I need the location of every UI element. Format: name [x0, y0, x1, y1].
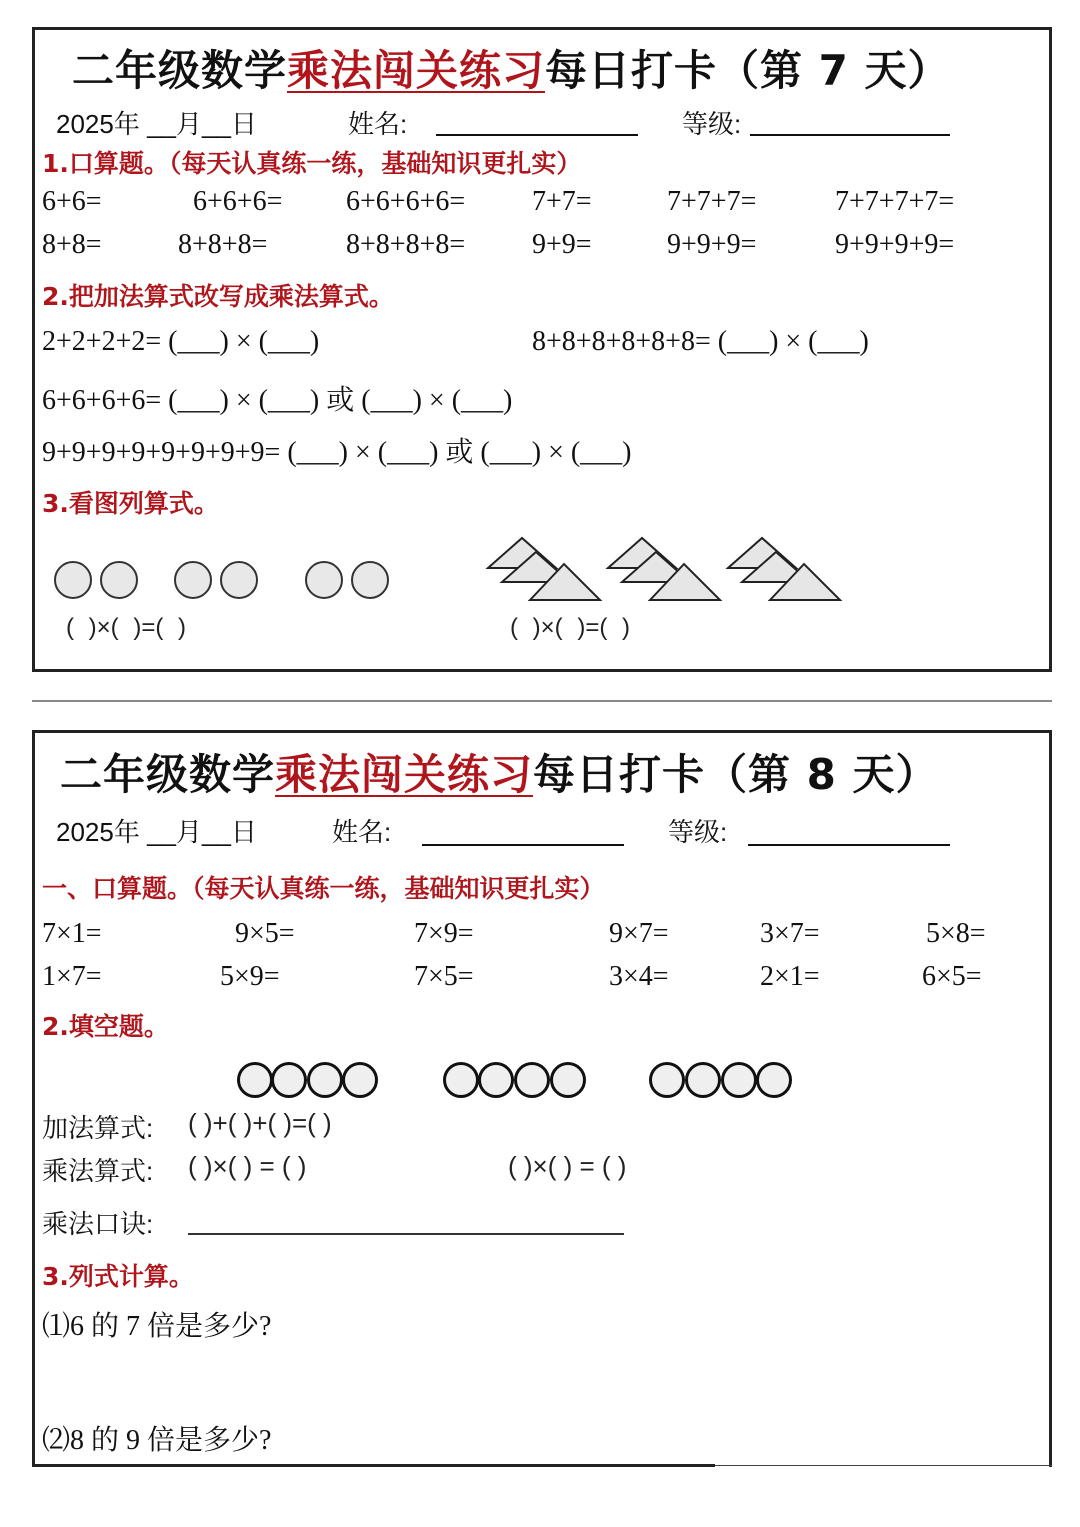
circle-shape [550, 1062, 586, 1098]
problem: 5×9= [220, 961, 280, 992]
rewrite-problem: 9+9+9+9+9+9+9+9= (___) × (___) 或 (___) × (___) [42, 437, 632, 468]
problem: 9×5= [235, 918, 295, 949]
problem: 9+9= [532, 229, 592, 260]
grade-label-day8: 等级: [668, 817, 728, 847]
multiplication-label: 乘法算式: [42, 1156, 154, 1186]
problem: 6+6+6+6= [346, 186, 466, 217]
problem: 7×1= [42, 918, 102, 949]
problem: 7+7+7= [667, 186, 757, 217]
rewrite-problem: 8+8+8+8+8+8= (___) × (___) [532, 326, 869, 357]
word-problem-2: ⑵8 的 9 倍是多少? [42, 1425, 272, 1456]
rhyme-input[interactable] [188, 1233, 624, 1235]
title-suffix: 每日打卡（第 8 天） [533, 750, 939, 799]
rewrite-problem: 6+6+6+6= (___) × (___) 或 (___) × (___) [42, 385, 513, 416]
problem: 7×9= [414, 918, 474, 949]
problem: 7+7+7+7= [835, 186, 955, 217]
word-problem-1: ⑴6 的 7 倍是多少? [42, 1311, 272, 1342]
triangle-groups [480, 530, 850, 610]
name-input-day7[interactable] [436, 108, 638, 136]
problem: 7×5= [414, 961, 474, 992]
section-heading-compute: 3.列式计算。 [42, 1262, 194, 1291]
section-heading-fill: 2.填空题。 [42, 1012, 169, 1041]
section-heading-picture: 3.看图列算式。 [42, 489, 219, 518]
problem: 3×7= [760, 918, 820, 949]
worksheet-title-day8 [60, 742, 939, 802]
card-border-bottom [715, 1465, 1052, 1466]
multiplication-equation-2: ( )×( ) = ( ) [508, 1151, 627, 1181]
circle-shape [237, 1062, 273, 1098]
problem: 9+9+9+9= [835, 229, 955, 260]
triangles-equation: ( )×( )=( ) [510, 614, 630, 641]
title-suffix: 每日打卡（第 7 天） [545, 46, 951, 95]
name-label-day7: 姓名: [348, 109, 408, 139]
problem: 7+7= [532, 186, 592, 217]
circle-shape [478, 1062, 514, 1098]
problem: 3×4= [609, 961, 669, 992]
name-input-day8[interactable] [422, 818, 624, 846]
section-heading-oral: 1.口算题。（每天认真练一练，基础知识更扎实） [42, 149, 582, 178]
title-highlight: 乘法闯关练习 [275, 750, 534, 799]
grade-input-day7[interactable] [750, 108, 950, 136]
problem: 8+8+8= [178, 229, 268, 260]
circle-shape [514, 1062, 550, 1098]
problem: 8+8= [42, 229, 102, 260]
rewrite-problem: 2+2+2+2= (___) × (___) [42, 326, 320, 357]
worksheet-title-day7 [72, 38, 951, 98]
circle-shape [685, 1062, 721, 1098]
circle-shape [649, 1062, 685, 1098]
problem: 6+6= [42, 186, 102, 217]
problem: 2×1= [760, 961, 820, 992]
addition-label: 加法算式: [42, 1113, 154, 1143]
circle-shape [721, 1062, 757, 1098]
name-label-day8: 姓名: [332, 817, 392, 847]
circle-shape [305, 561, 343, 599]
problem: 9+9+9= [667, 229, 757, 260]
page-divider [32, 700, 1052, 702]
date-field-day8: 2025年 __月__日 [56, 817, 257, 847]
grade-label-day7: 等级: [682, 109, 742, 139]
grade-input-day8[interactable] [748, 818, 950, 846]
title-highlight: 乘法闯关练习 [287, 46, 546, 95]
title-prefix: 二年级数学 [72, 46, 288, 95]
circle-shape [54, 561, 92, 599]
rhyme-label: 乘法口诀: [42, 1209, 154, 1239]
title-prefix: 二年级数学 [60, 750, 276, 799]
addition-equation: ( )+( )+( )=( ) [188, 1108, 332, 1138]
problem: 6+6+6= [193, 186, 283, 217]
circle-shape [100, 561, 138, 599]
section-heading-oral: 一、口算题。（每天认真练一练，基础知识更扎实） [42, 874, 605, 903]
problem: 9×7= [609, 918, 669, 949]
circle-shape [351, 561, 389, 599]
circle-shape [271, 1062, 307, 1098]
circle-shape [307, 1062, 343, 1098]
section-heading-rewrite: 2.把加法算式改写成乘法算式。 [42, 282, 394, 311]
circles-equation: ( )×( )=( ) [66, 614, 186, 641]
date-field-day7: 2025年 __月__日 [56, 109, 257, 139]
circle-shape [443, 1062, 479, 1098]
problem: 1×7= [42, 961, 102, 992]
circle-shape [756, 1062, 792, 1098]
multiplication-equation-1: ( )×( ) = ( ) [188, 1151, 307, 1181]
circle-shape [342, 1062, 378, 1098]
circle-shape [220, 561, 258, 599]
problem: 8+8+8+8= [346, 229, 466, 260]
card-border-bottom [32, 1464, 715, 1467]
problem: 6×5= [922, 961, 982, 992]
circle-shape [174, 561, 212, 599]
problem: 5×8= [926, 918, 986, 949]
